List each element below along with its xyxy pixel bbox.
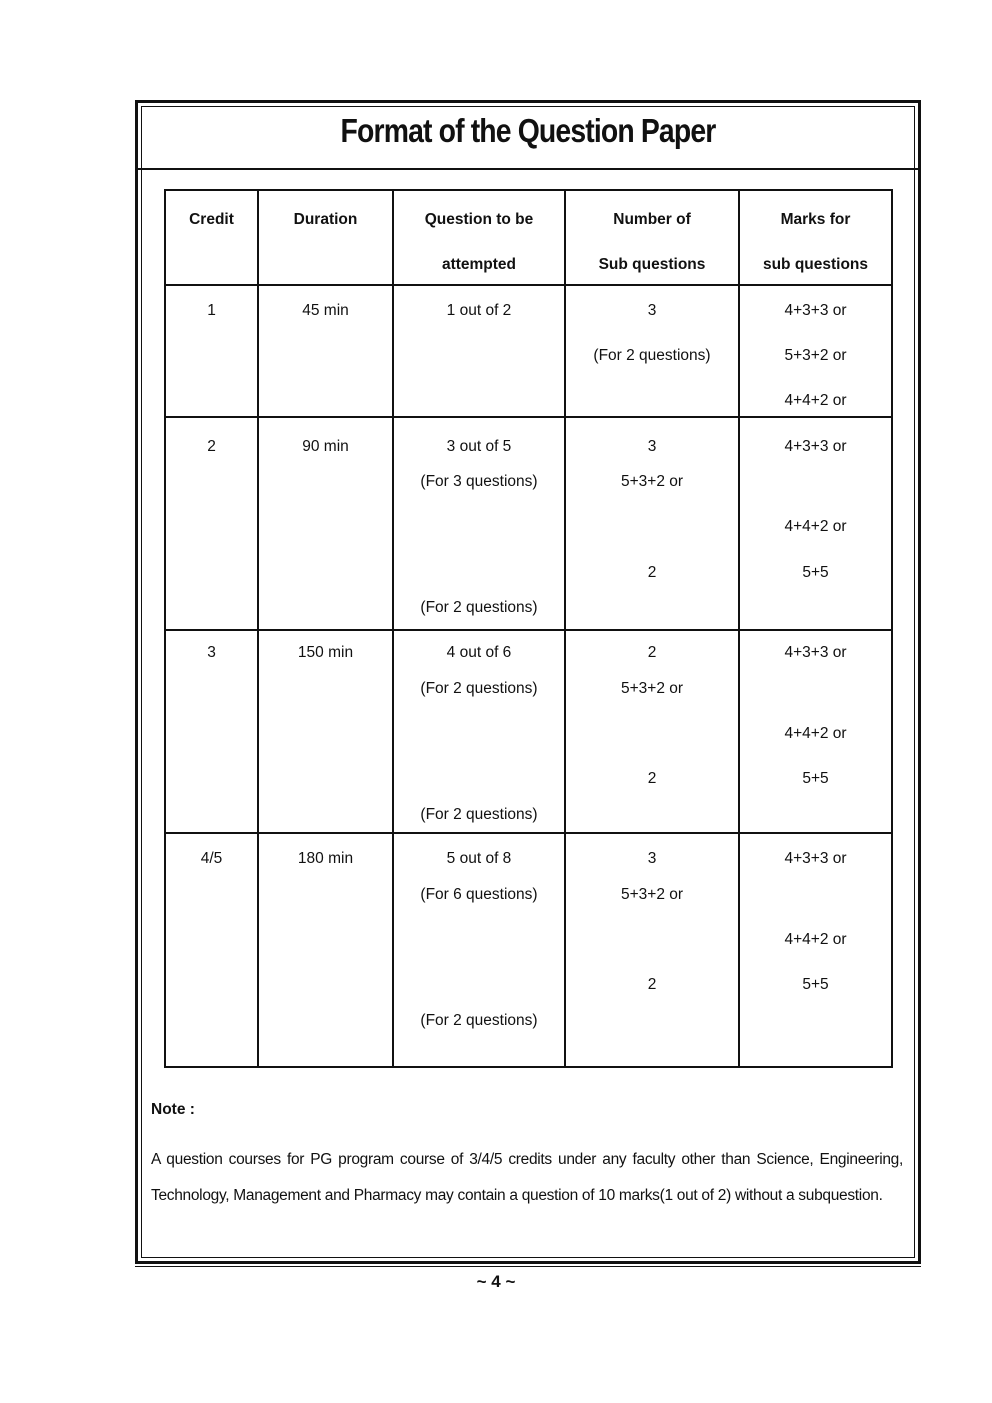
header-duration: Duration: [258, 190, 393, 285]
cell-question: 5 out of 8 (For 6 questions) (For 2 questions): [393, 833, 565, 1067]
header-credit: Credit: [165, 190, 258, 285]
cell-credit: 2: [165, 417, 258, 630]
cell-credit: 4/5: [165, 833, 258, 1067]
table-row: [165, 630, 892, 833]
header-marks: Marks for sub questions: [739, 190, 892, 285]
cell-duration: 180 min: [258, 833, 393, 1067]
page-title: Format of the Question Paper: [340, 112, 716, 149]
header-question: Question to be attempted: [393, 190, 565, 285]
cell-subquestions: 3 5+3+2 or 2: [565, 417, 739, 630]
cell-credit: 1: [165, 285, 258, 417]
cell-credit: 3: [165, 630, 258, 833]
note-label: Note :: [151, 1101, 195, 1118]
cell-marks: 4+3+3 or 4+4+2 or 5+5: [739, 417, 892, 630]
cell-marks: 4+3+3 or 4+4+2 or 5+5: [739, 630, 892, 833]
title-divider: [135, 168, 921, 170]
cell-subquestions: 3 (For 2 questions): [565, 285, 739, 417]
cell-duration: 150 min: [258, 630, 393, 833]
cell-question: 4 out of 6 (For 2 questions) (For 2 questions): [393, 630, 565, 833]
cell-duration: 90 min: [258, 417, 393, 630]
cell-subquestions: 2 5+3+2 or 2: [565, 630, 739, 833]
cell-marks: 4+3+3 or 5+3+2 or 4+4+2 or: [739, 285, 892, 417]
note-text: A question courses for PG program course of 3/4/5 credits under any faculty other than Science, Engineering, Technology, Management and Pharmacy may contain a question of 10 marks(1 out of 2) without a subquestion.: [151, 1151, 903, 1204]
cell-marks: 4+3+3 or 4+4+2 or 5+5: [739, 833, 892, 1067]
cell-question: 1 out of 2: [393, 285, 565, 417]
table-row: [165, 833, 892, 1067]
cell-duration: 45 min: [258, 285, 393, 417]
table-header-row: [165, 190, 892, 285]
question-format-table: [164, 189, 893, 1068]
footer-divider: [135, 1262, 921, 1264]
table-row: [165, 417, 892, 630]
page-number: ~ 4 ~: [476, 1272, 516, 1291]
header-subquestions: Number of Sub questions: [565, 190, 739, 285]
footer-divider-thin: [135, 1266, 921, 1267]
cell-question: 3 out of 5 (For 3 questions) (For 2 questions): [393, 417, 565, 630]
cell-subquestions: 3 5+3+2 or 2: [565, 833, 739, 1067]
table-row: [165, 285, 892, 417]
